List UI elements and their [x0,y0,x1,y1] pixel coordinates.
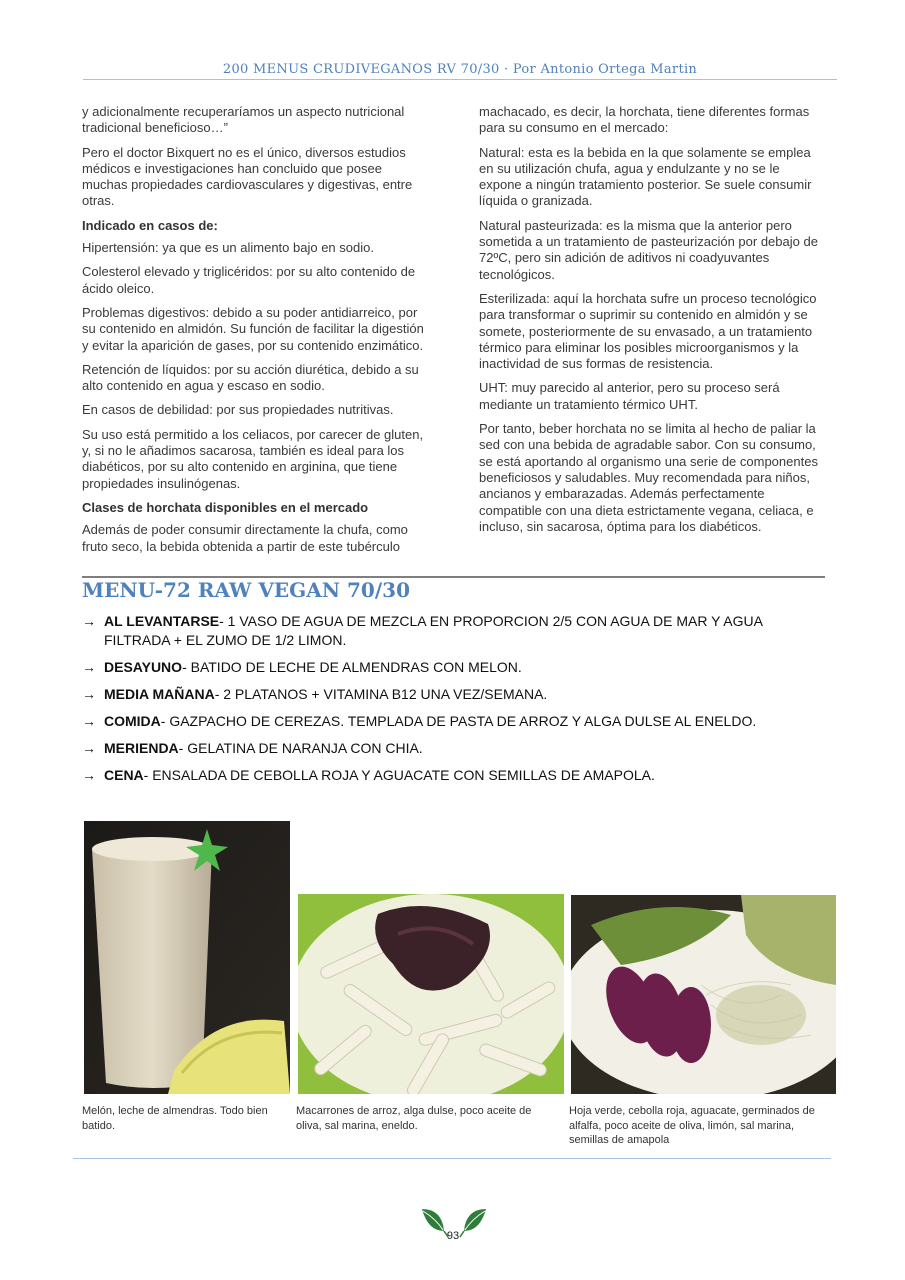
menu-item [82,685,802,704]
running-header: 200 MENUS CRUDIVEGANOS RV 70/30 · Por Antonio Ortega Martin [222,62,698,77]
paragraph: Esterilizada: aquí la horchata sufre un proceso tecnológico para transformar o suprimir su contenido en almidón y se somete, posteriormente de su envasado, a un tratamiento térmico para eliminar los posibles microorganismos y la inactividad de sus formas de resistencia. [479,290,817,372]
paragraph: Hipertensión: ya que es un alimento bajo en sodio. [82,240,374,256]
arrow-icon: → [82,713,96,729]
paragraph: Natural pasteurizada: es la misma que la anterior pero sometida a un tratamiento de pasteurización por debajo de 72ºC, pero sin adición de aditivos ni coadyuvantes tecnológicos. [479,217,818,282]
menu-item-text: - BATIDO DE LECHE DE ALMENDRAS CON MELON. [182,659,522,675]
footer-divider [73,1158,831,1159]
paragraph: y adicionalmente recuperaríamos un aspecto nutricional tradicional beneficioso…” [82,104,405,136]
menu-item [82,658,802,677]
arrow-icon: → [82,767,96,783]
menu-item-label: MEDIA MAÑANA [104,686,215,702]
subheading-classes: Clases de horchata disponibles en el mercado [82,499,369,515]
paragraph: Su uso está permitido a los celiacos, por carecer de gluten, y, si no le añadimos sacarosa, también es ideal para los diabéticos, por su alto contenido en arginina, que tiene propiedades insulinógenas. [82,426,424,491]
photo-pasta-dulse [298,894,564,1094]
menu-item [82,766,802,785]
menu-item-text: - ENSALADA DE CEBOLLA ROJA Y AGUACATE CON SEMILLAS DE AMAPOLA. [143,767,655,783]
menu-item-label: CENA [104,767,144,783]
paragraph: Retención de líquidos: por su acción diurética, debido a su alto contenido en agua y escaso en sodio. [82,361,419,394]
paragraph: UHT: muy parecido al anterior, pero su proceso será mediante un tratamiento térmico UHT. [479,380,780,412]
menu-item [82,712,802,731]
menu-item [82,612,802,650]
paragraph: Natural: esta es la bebida en la que solamente se emplea en su utilización chufa, agua y endulzante y no se le expone a ningún tratamiento posterior. Se suele consumir líquida o granizada. [479,144,812,209]
paragraph: Pero el doctor Bixquert no es el único, diversos estudios médicos e investigaciones han concluido que posee muchas propiedades cardiovasculares y digestivas, entre otras. [82,144,413,209]
subheading-indications: Indicado en casos de: [82,217,218,233]
menu-item [82,739,802,758]
left-text-column [82,104,427,563]
menu-item-label: AL LEVANTARSE [104,613,220,629]
arrow-icon: → [82,659,96,675]
menu-item-text: - GELATINA DE NARANJA CON CHIA. [178,740,423,756]
paragraph: En casos de debilidad: por sus propiedades nutritivas. [82,402,394,418]
menu-item-text: - GAZPACHO DE CEREZAS. TEMPLADA DE PASTA DE ARROZ Y ALGA DULSE AL ENELDO. [160,713,757,729]
paragraph: Problemas digestivos: debido a su poder antidiarreico, por su contenido en almidón. Su función de facilitar la digestión y evitar la aparición de gases, por su contenido enzimático. [82,304,424,353]
right-text-column [479,104,824,543]
menu-item-label: MERIENDA [104,740,179,756]
photo-caption: Macarrones de arroz, alga dulse, poco aceite de oliva, sal marina, eneldo. [296,1105,532,1132]
paragraph: Además de poder consumir directamente la chufa, como fruto seco, la bebida obtenida a partir de este tubérculo [82,522,408,554]
paragraph: machacado, es decir, la horchata, tiene diferentes formas para su consumo en el mercado: [479,104,810,136]
menu-list [82,612,802,793]
arrow-icon: → [82,613,96,629]
paragraph: Colesterol elevado y triglicéridos: por su alto contenido de ácido oleico. [82,264,416,296]
photo-melon-shake [84,821,290,1094]
menu-item-label: COMIDA [104,713,161,729]
header-divider [83,79,837,80]
menu-item-text: - 2 PLATANOS + VITAMINA B12 UNA VEZ/SEMANA. [214,686,548,702]
photo-onion-avocado-salad [571,895,836,1094]
menu-item-label: DESAYUNO [104,659,183,675]
menu-item-text: - 1 VASO DE AGUA DE MEZCLA EN PROPORCION 2/5 CON AGUA DE MAR Y AGUA FILTRADA + EL ZUMO DE 1/2 LIMON. [104,613,763,648]
arrow-icon: → [82,740,96,756]
paragraph: Por tanto, beber horchata no se limita al hecho de paliar la sed con una bebida de agradable sabor. Con su consumo, se está aportando al organismo una serie de componentes beneficiosos y saludables. Muy recomendada para niños, ancianos y embarazadas. Además perfectamente compatible con una dieta estrictamente vegana, celiaca, e incluso, sin sacarosa, óptima para los diabéticos. [479,421,818,534]
menu-title: MENU-72 RAW VEGAN 70/30 [82,578,410,602]
page-number: 93 [446,1230,460,1242]
photo-caption: Hoja verde, cebolla roja, aguacate, germinados de alfalfa, poco aceite de oliva, limón, sal marina, semillas de amapola [569,1105,815,1146]
photo-caption: Melón, leche de almendras. Todo bien batido. [82,1105,268,1132]
arrow-icon: → [82,686,96,702]
